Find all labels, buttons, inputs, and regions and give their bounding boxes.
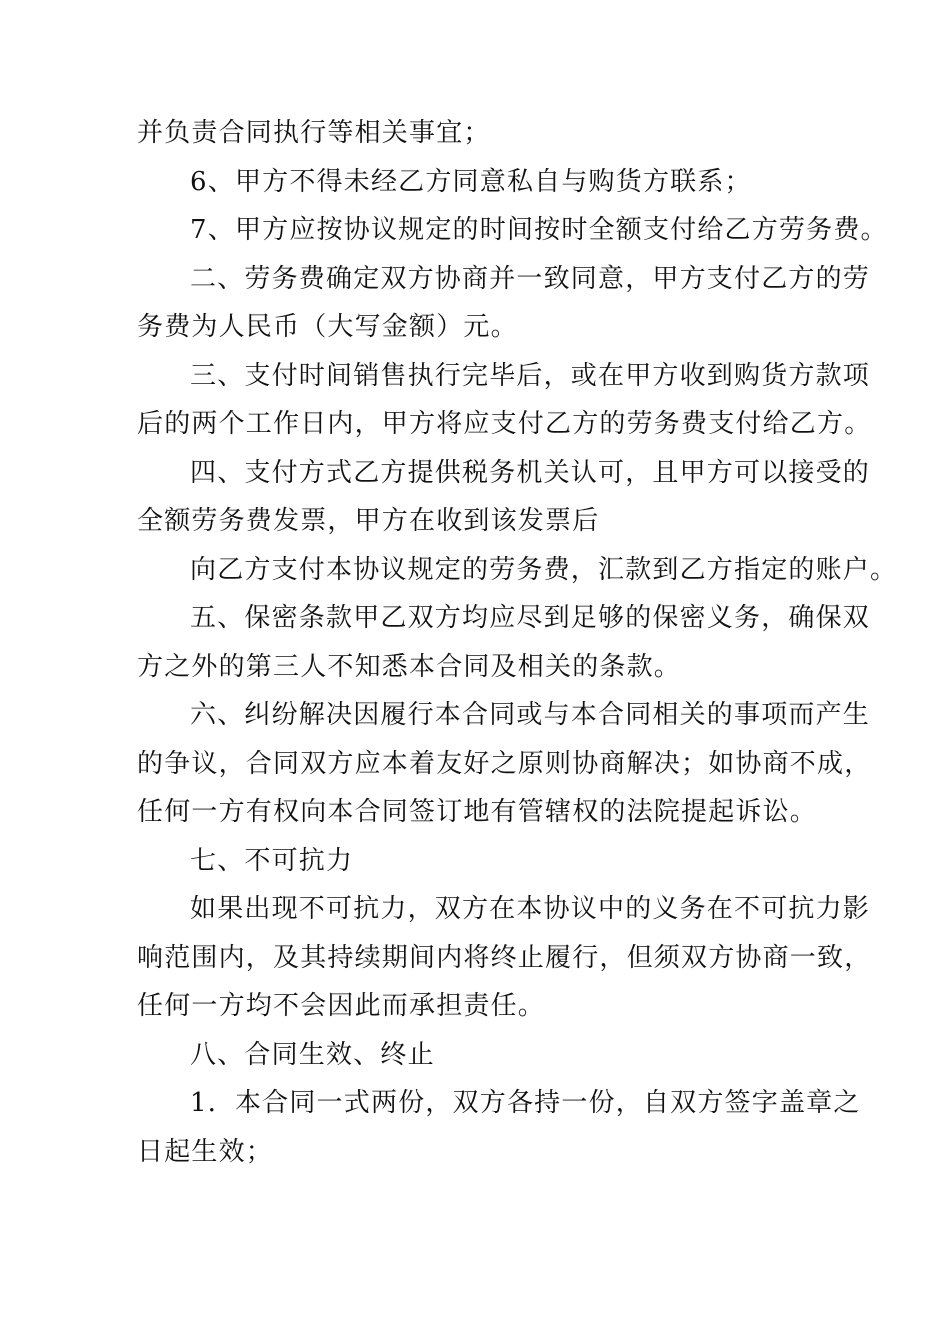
text-line-8: 四、支付方式乙方提供税务机关认可，且甲方可以接受的	[190, 457, 871, 488]
text-line-22: 日起生效；	[137, 1136, 274, 1167]
text-line-3: 7、甲方应按协议规定的时间按时全额支付给乙方劳务费。	[190, 215, 888, 245]
text-line-2: 6、甲方不得未经乙方同意私自与购货方联系；	[190, 166, 752, 197]
text-line-11: 五、保密条款甲乙双方均应尽到足够的保密义务，确保双	[190, 603, 871, 633]
text-line-9: 全额劳务费发票，甲方在收到该发票后	[137, 506, 600, 536]
text-line-21: 1．本合同一式两份，双方各持一份，自双方签字盖章之	[190, 1088, 861, 1118]
text-line-7: 后的两个工作日内，甲方将应支付乙方的劳务费支付给乙方。	[137, 409, 872, 439]
text-line-14: 的争议，合同双方应本着友好之原则协商解决；如协商不成，	[137, 748, 872, 779]
section-heading-force-majeure: 七、不可抗力	[190, 845, 354, 876]
text-line-19: 任何一方均不会因此而承担责任。	[137, 991, 546, 1021]
text-line-5: 务费为人民币（大写金额）元。	[137, 312, 518, 342]
text-line-1: 并负责合同执行等相关事宜；	[137, 118, 491, 148]
text-line-17: 如果出现不可抗力，双方在本协议中的义务在不可抗力影	[190, 894, 871, 924]
contract-text-body	[137, 109, 898, 1176]
text-line-15: 任何一方有权向本合同签订地有管辖权的法院提起诉讼。	[137, 797, 818, 827]
text-line-13: 六、纠纷解决因履行本合同或与本合同相关的事项而产生	[190, 700, 871, 730]
text-line-18: 响范围内，及其持续期间内将终止履行，但须双方协商一致，	[137, 942, 872, 973]
text-line-4: 二、劳务费确定双方协商并一致同意，甲方支付乙方的劳	[190, 263, 871, 294]
text-line-10: 向乙方支付本协议规定的劳务费，汇款到乙方指定的账户。	[190, 554, 898, 585]
text-line-6: 三、支付时间销售执行完毕后，或在甲方收到购货方款项	[190, 360, 871, 391]
text-line-12: 方之外的第三人不知悉本合同及相关的条款。	[137, 651, 682, 682]
section-heading-effectiveness: 八、合同生效、终止	[190, 1039, 435, 1070]
